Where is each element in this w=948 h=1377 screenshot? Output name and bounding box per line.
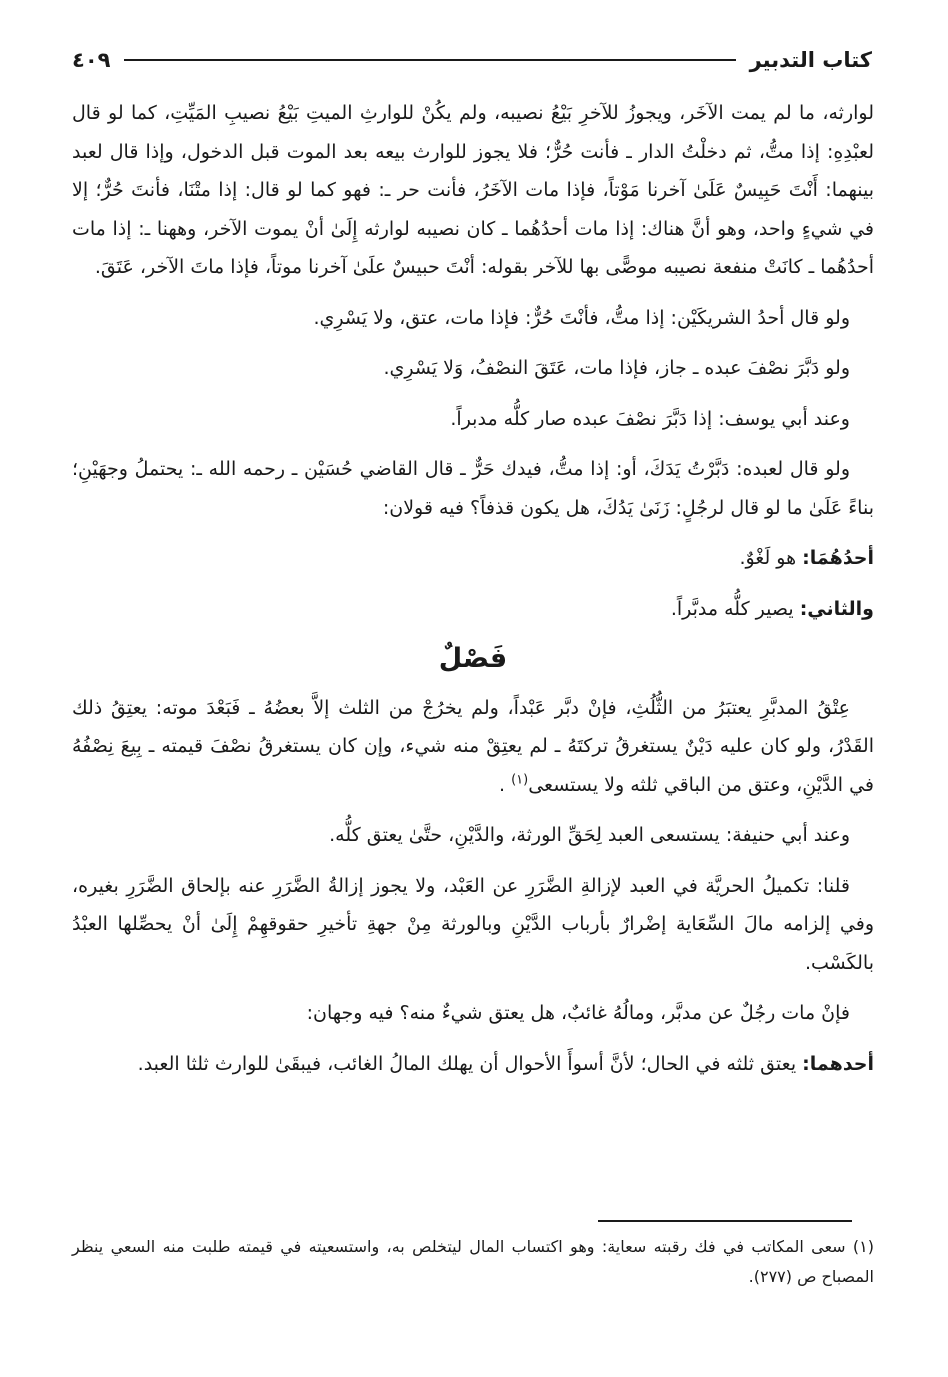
- paragraph-text: يعتق ثلثه في الحال؛ لأنَّ أسوأَ الأحوال أن يهلك المالُ الغائب، فيبقَىٰ للوارث ثلثا العبد.: [137, 1052, 797, 1075]
- header-rule: [124, 59, 735, 61]
- page-number: ٤٠٩: [72, 48, 111, 72]
- paragraph: فإنْ مات رجُلٌ عن مدبَّر، ومالُهُ غائبٌ، هل يعتق شيءٌ منه؟ فيه وجهان:: [306, 1002, 850, 1024]
- chapter-title: كتاب التدبير: [749, 48, 872, 72]
- opinion-label: أحدُهُمَا:: [802, 547, 874, 569]
- opinion-label: أحدهما:: [802, 1052, 874, 1075]
- paragraph: ولو قال لعبده: دَبَّرْتُ يَدَكَ، أو: إذا متُّ، فيدك حَرٌّ ـ قال القاضي حُسَيْن ـ رحمه الله ـ: يحتملُ وجهَيْنِ؛ بناءً عَلَىٰ ما لو قال لرجُلٍ: زَنَىٰ يَدُكَ، هل يكون قذفاً؟ فيه قولان:: [72, 458, 874, 519]
- opinion-text: هو لَغْوٌ.: [739, 547, 797, 569]
- section-heading: فَصْلٌ: [438, 643, 508, 674]
- paragraph: ولو دَبَّرَ نصْفَ عبده ـ جاز، فإذا مات، عَتَقَ النصْفُ، وَلا يَسْرِي.: [383, 357, 850, 379]
- paragraph: عِتْقُ المدبَّرِ يعتبَرُ من الثُّلُثِ، فإنْ دبَّر عَبْداً، ولم يخرُجْ من الثلث إلاَّ بعضُهُ ـ فَبَعْدَ موته: يعتِقُ ذلك القَدْرُ، ولو كان عليه دَيْنٌ يستغرقُ تركتَهُ ـ لم يعتِقْ منه شيء، وإن كان يستغرقُ نصْفَ قيمته ـ بِيعَ نِصْفُهُ في الدَّيْنِ، وعتق من الباقي ثلثه ولا يستسعى$^{(١)}$ .: [72, 696, 874, 796]
- footnote-separator: [598, 1220, 852, 1222]
- footnote: [72, 1232, 874, 1292]
- paragraph: [72, 1045, 874, 1084]
- footnote-text: (١) سعى المكاتب في فك رقبته سعاية: وهو اكتساب المال ليتخلص به، واستسعيته في قيمته طلبت منه السعي ينظر المصباح ص (٢٧٧).: [72, 1237, 874, 1286]
- paragraph: قلنا: تكميلُ الحريَّة في العبد لإزالةِ الضَّرَرِ عن العَبْد، ولا يجوز إزالةُ الضَّرَرِ عنه بإلحاق الضَّرَرِ بغيره، وفي إلزامه مالَ السِّعَاية إضْرارٌ بأرباب الدَّيْنِ وبالورثة مِنْ جهةِ تأخيرِ حقوقهِمْ إِلَىٰ أنْ يحصِّلها العبْدُ بالكَسْب.: [72, 874, 874, 974]
- paragraph: وعند أبي يوسف: إذا دَبَّرَ نصْفَ عبده صار كلُّه مدبراً.: [450, 407, 850, 430]
- running-header: [72, 40, 872, 80]
- opinion-label: والثاني:: [799, 597, 874, 620]
- paragraph-text: عِتْقُ المدبَّرِ يعتبَرُ من الثُّلُثِ، فإنْ دبَّر عَبْداً، ولم يخرُجْ من الثلث إلاَّ بعضُهُ ـ فَبَعْدَ موته: يعتِقُ ذلك القَدْرُ، ولو كان عليه دَيْنٌ يستغرقُ تركتَهُ ـ لم يعتِقْ منه شيء، وإن كان يستغرقُ نصْفَ قيمته ـ بِيعَ نِصْفُهُ في الدَّيْنِ، وعتق من الباقي ثلثه ولا يستسعى: [72, 696, 874, 796]
- footnote-reference: (١): [511, 772, 529, 788]
- paragraph: وعند أبي حنيفة: يستسعى العبد لِحَقِّ الورثة، والدَّيْنِ، حتَّىٰ يعتق كلُّه.: [329, 824, 850, 846]
- opinion-text: يصير كلُّه مدبَّراً.: [670, 597, 794, 620]
- main-text: [72, 94, 874, 1095]
- opinion-second: [72, 590, 874, 629]
- paragraph: لوارثه، ما لم يمت الآخَر، ويجوزُ للآخرِ بَيْعُ نصيبه، ولم يكُنْ للوارثِ الميتِ بَيْعُ نصيبِ المَيِّتِ، كما لو قال لعبْدِهِ: إذا متُّ، ثم دخلْتُ الدار ـ فأنت حُرٌّ؛ فلا يجوز للوارث بيعه بعد الموت قبل الدخول، وإذا قال لعبد بينهما: أَنْتَ حَبِيسٌ عَلَىٰ آخرنا مَوْتاً، فإذا مات الآخَرُ، فأنت حر ـ: فهو كما لو قال: إذا متْنَا، فأنتَ حُرٌّ؛ إلا في شيءٍ واحد، وهو أنَّ هناك: إذا مات أحدُهُما ـ كان نصيبه لوارثه إِلَىٰ أنْ يموت الآخر، وههنا ـ: إذا مات أحدُهُما ـ كانَتْ منفعة نصيبه موصًّى بها للآخر بقوله: أنْتَ حبيسٌ علَىٰ آخرنا موتاً، فإذا ماتَ الآخر، عَتَقَ.: [72, 102, 874, 278]
- opinion-first: [72, 539, 874, 578]
- paragraph: ولو قال أحدُ الشريكَيْن: إذا متُّ، فأنْتَ حُرٌّ: فإذا مات، عتق، ولا يَسْرِي.: [313, 306, 850, 329]
